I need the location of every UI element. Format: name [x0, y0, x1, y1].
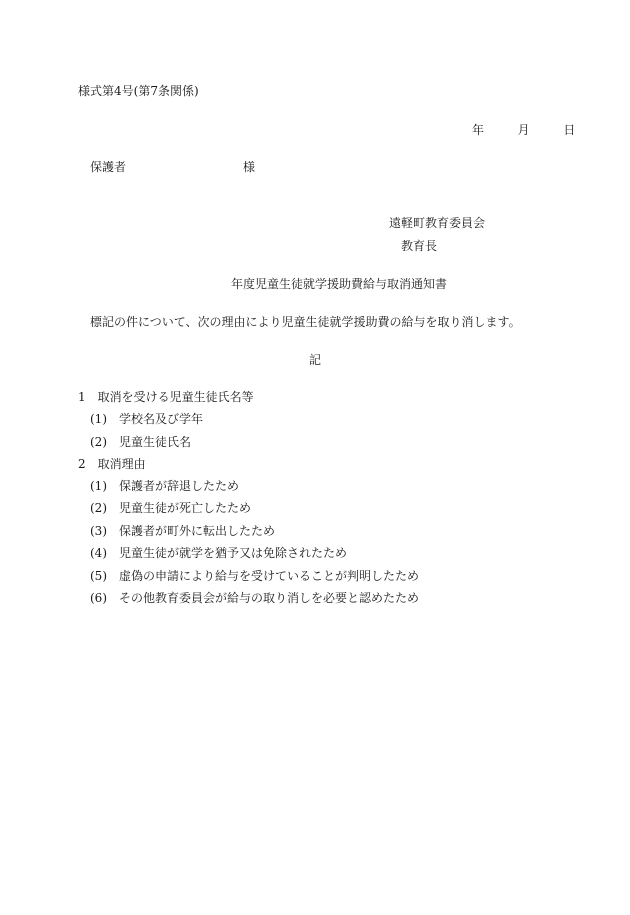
section-heading-2: 2 取消理由 — [78, 457, 146, 471]
list-item: (3) 保護者が町外に転出したため — [90, 524, 275, 538]
list-item: (4) 児童生徒が就学を猶予又は免除されたため — [90, 546, 347, 560]
date-line — [472, 123, 575, 137]
list-item: (2) 児童生徒が死亡したため — [90, 501, 251, 515]
list-item: (1) 学校名及び学年 — [90, 412, 203, 426]
form-label: 様式第4号(第7条関係) — [78, 84, 199, 98]
section-heading-1: 1 取消を受ける児童生徒氏名等 — [78, 390, 254, 404]
date-day: 日 — [563, 123, 576, 137]
list-item: (2) 児童生徒氏名 — [90, 435, 191, 449]
issuer-organization: 遠軽町教育委員会 — [389, 216, 486, 230]
date-year: 年 — [472, 123, 485, 137]
recipient-honorific: 様 — [243, 160, 256, 174]
list-item: (1) 保護者が辞退したため — [90, 479, 239, 493]
recipient-label: 保護者 — [90, 160, 127, 174]
issuer-title: 教育長 — [401, 239, 438, 253]
list-item: (5) 虚偽の申請により給与を受けていることが判明したため — [90, 569, 420, 583]
list-item: (6) その他教育委員会が給与の取り消しを必要と認めたため — [90, 591, 420, 605]
document-title: 年度児童生徒就学援助費給与取消通知書 — [231, 277, 448, 291]
body-text: 標記の件について、次の理由により児童生徒就学援助費の給与を取り消します。 — [90, 315, 521, 329]
ki-heading: 記 — [309, 353, 322, 367]
date-month: 月 — [517, 123, 530, 137]
